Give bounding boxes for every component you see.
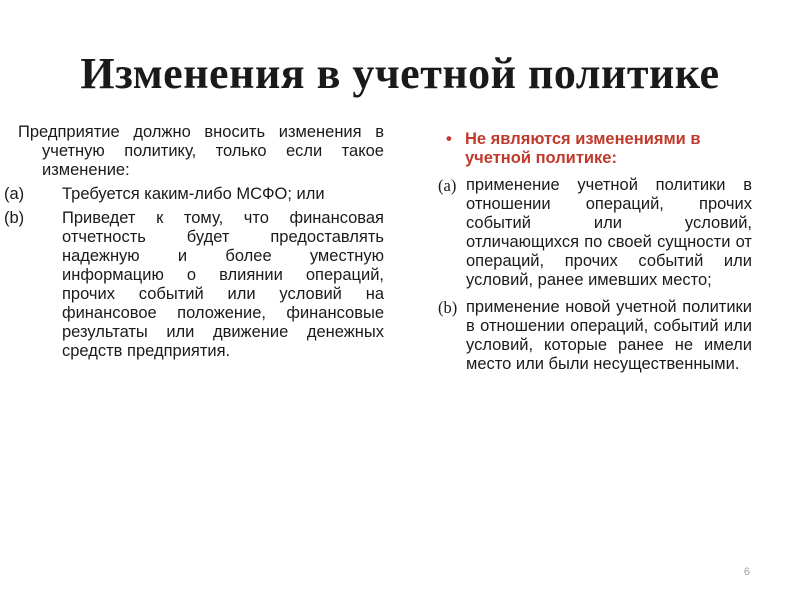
right-heading [438, 130, 752, 168]
list-item-text: Приведет к тому, что финансовая отчетность будет предоставлять надежную и более уместную информацию о влиянии операций, прочих событий или условий на финансовое положение, финансовые результаты или движение денежных средств предприятия. [62, 209, 384, 360]
list-item-a [4, 185, 384, 204]
list-item-text: применение учетной политики в отношении операций, прочих событий или условий, отличающихся по своей сущности от операций, прочих событий или условий, ранее имевших место; [466, 176, 752, 289]
left-column [4, 123, 384, 361]
list-item-text: применение новой учетной политики в отношении операций, событий или условий, которые ранее не имели место или были несущественными. [466, 298, 752, 373]
list-marker: (a) [438, 176, 457, 195]
page-title: Изменения в учетной политике [80, 49, 720, 98]
exception-item-b [438, 298, 752, 374]
list-marker: (b) [438, 298, 458, 317]
page-number: 6 [743, 566, 750, 578]
bullet-icon: • [446, 130, 452, 148]
list-marker: (b) [4, 209, 25, 227]
list-item-text: Требуется каким-либо МСФО; или [62, 185, 325, 203]
list-item-b [4, 209, 384, 361]
intro-text: Предприятие должно вносить изменения в учетную политику, только если такое изменение: [18, 123, 384, 179]
list-marker: (a) [4, 185, 25, 203]
exception-item-a [438, 176, 752, 290]
right-heading-text: Не являются изменениями в учетной политике: [465, 130, 701, 167]
right-column [438, 130, 752, 374]
intro-paragraph [18, 123, 384, 180]
